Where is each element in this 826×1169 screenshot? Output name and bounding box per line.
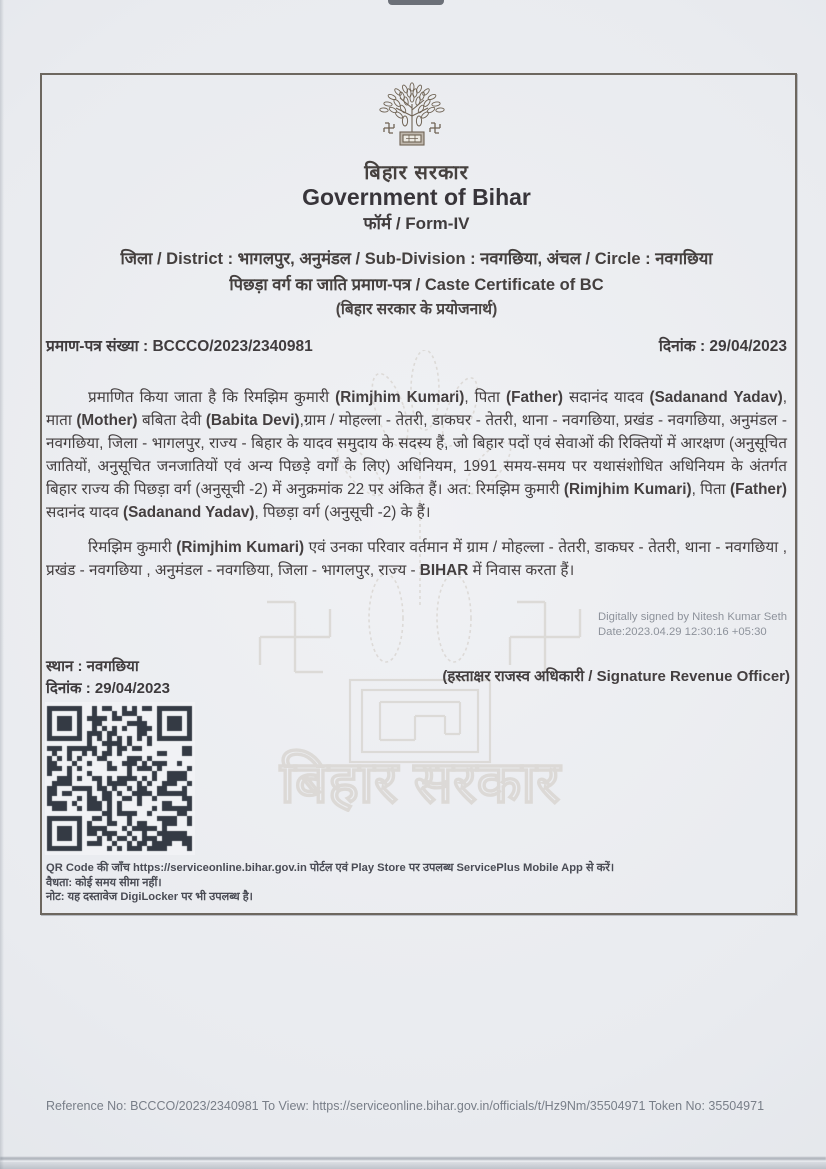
district-subdivision-circle-line: जिला / District : भागलपुर, अनुमंडल / Sub-Division : नवगछिया, अंचल / Circle : नवगछिया xyxy=(120,250,713,268)
org-name-english: Government of Bihar xyxy=(302,184,531,210)
validity-note: वैधता: कोई समय सीमा नहीं। xyxy=(46,876,162,889)
certificate-title: पिछड़ा वर्ग का जाति प्रमाण-पत्र / Caste Certificate of BC xyxy=(229,276,604,294)
watermark-text: बिहार सरकार xyxy=(279,750,561,812)
issue-date: दिनांक : 29/04/2023 xyxy=(658,338,787,355)
purpose-line: (बिहार सरकार के प्रयोजनार्थ) xyxy=(335,301,498,318)
certificate-meta-row xyxy=(46,334,787,356)
digital-signature-line2: Date:2023.04.29 12:30:16 +05:30 xyxy=(598,626,767,638)
qr-verification-note: QR Code की जाँच https://serviceonline.bihar.gov.in पोर्टल एवं Play Store पर उपलब्ध ServicePlus Mobile App से करें। xyxy=(46,862,615,874)
digilocker-note: नोट: यह दस्तावेज DigiLocker पर भी उपलब्ध है। xyxy=(46,891,253,903)
emblem-trunk xyxy=(396,98,428,132)
digital-signature-block xyxy=(598,610,793,640)
signature-date-line: दिनांक : 29/04/2023 xyxy=(46,680,170,697)
digital-signature-line1: Digitally signed by Nitesh Kumar Seth xyxy=(598,611,787,623)
certificate-body-paragraph-1: प्रमाणित किया जाता है कि रिमझिम कुमारी (Rimjhim Kumari), पिता (Father) सदानंद यादव (Sadanand Yadav), माता (Mother) बबिता देवी (Babita Devi),ग्राम / मोहल्ला - तेतरी, डाकघर - तेतरी, थाना - नवगछिया, प्रखंड - नवगछिया, अनुमंडल - नवगछिया, जिला - भागलपुर, राज्य - बिहार के यादव समुदाय के सदस्य हैं, जो बिहार पदों एवं सेवाओं की रिक्तियों में आरक्षण (अनुसूचित जातियों, अनुसूचित जनजातियों एवं अन्य पिछड़े वर्गों के लिए) अधिनियम, 1991 समय-समय पर यथासंशोधित अधिनियम के अंतर्गत बिहार राज्य की पिछड़ा वर्ग (अनुसूची -2) में अनुक्रमांक 22 पर अंकित हैं। अत: रिमझिम कुमारी (Rimjhim Kumari), पिता (Father) सदानंद यादव (Sadanand Yadav), पिछड़ा वर्ग (अनुसूची -2) के हैं। xyxy=(46,389,788,521)
scan-edge-shadow-bottom xyxy=(0,1162,826,1169)
scanner-artifact-top xyxy=(388,0,444,5)
qr-code xyxy=(45,702,195,855)
place-line: स्थान : नवगछिया xyxy=(46,658,139,675)
certificate-body-paragraph-2: रिमझिम कुमारी (Rimjhim Kumari) एवं उनका परिवार वर्तमान में ग्राम / मोहल्ला - तेतरी, डाकघर - तेतरी, थाना - नवगछिया , प्रखंड - नवगछिया , अनुमंडल - नवगछिया, जिला - भागलपुर, राज्य - BIHAR में निवास करता हैं। xyxy=(46,539,788,579)
form-number: फॉर्म / Form-IV xyxy=(363,214,470,233)
org-name-hindi: बिहार सरकार xyxy=(364,162,469,184)
emblem-swastika-left xyxy=(384,123,394,133)
scan-edge-shadow-left xyxy=(0,0,4,1169)
verification-notes xyxy=(46,861,766,905)
certificate-number: प्रमाण-पत्र संख्या : BCCCO/2023/2340981 xyxy=(46,338,313,355)
revenue-officer-signature-line: (हस्ताक्षर राजस्व अधिकारी / Signature Revenue Officer) xyxy=(442,668,790,685)
reference-footer-line: Reference No: BCCCO/2023/2340981 To View: https://serviceonline.bihar.gov.in/officials/t/Hz9Nm/35504971 Token No: 35504971 xyxy=(46,1099,765,1113)
bihar-emblem-icon xyxy=(360,82,464,152)
scanner-artifact-bottom xyxy=(0,1157,826,1160)
emblem-swastika-right xyxy=(430,123,440,133)
emblem-base xyxy=(400,132,424,145)
